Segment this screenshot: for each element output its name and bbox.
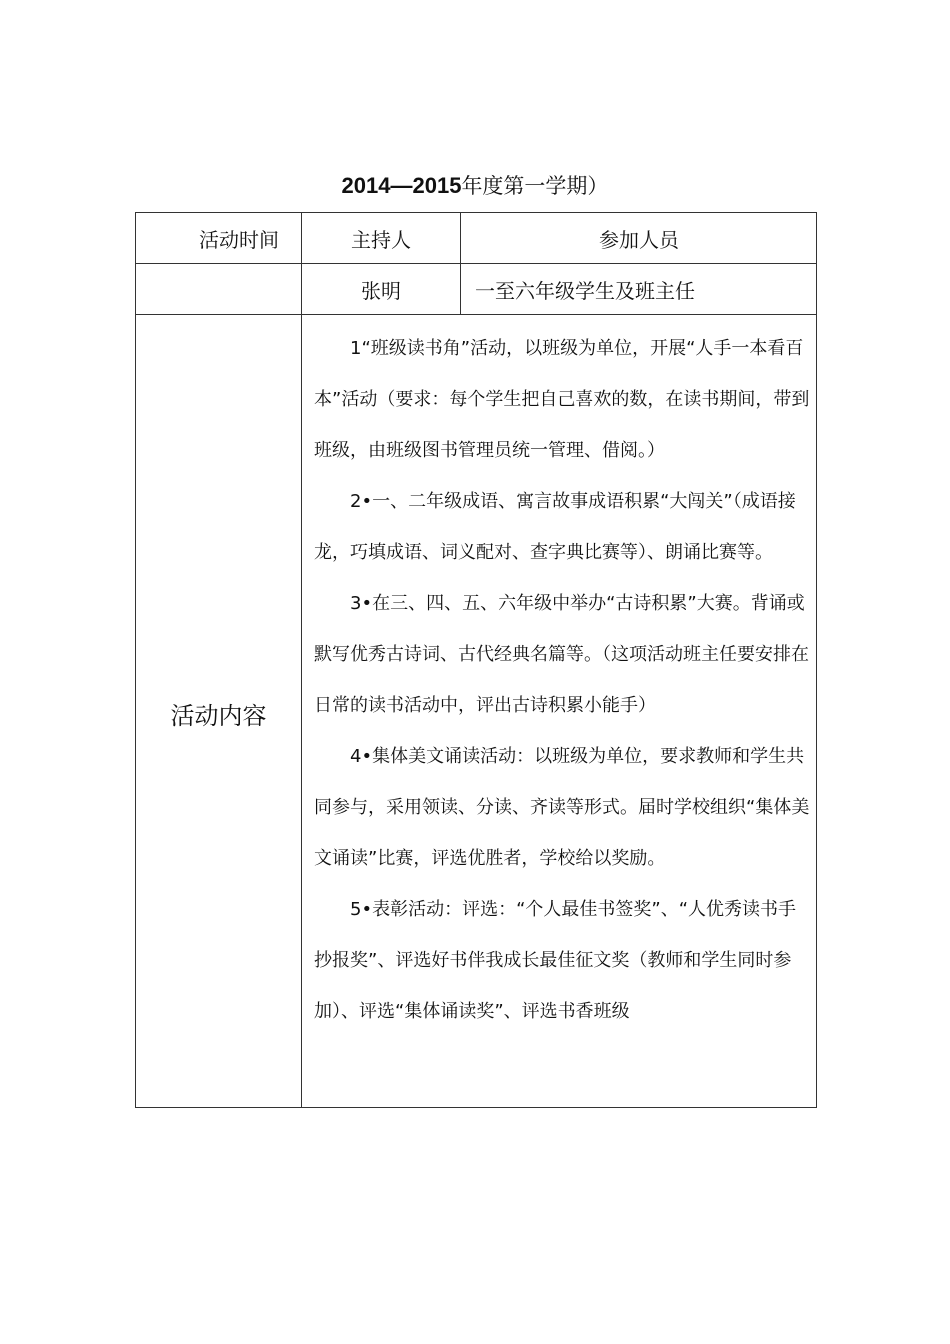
activity-content: [314, 323, 814, 1037]
activity-table: [135, 212, 817, 1108]
content-paragraph-5: 5•表彰活动：评选：“个人最佳书签奖”、“人优秀读书手抄报奖”、评选好书伴我成长最佳征文奖（教师和学生同时参加）、评选“集体诵读奖”、评选书香班级: [314, 899, 797, 1022]
content-paragraph-3: 3•在三、四、五、六年级中举办“古诗积累”大赛。背诵或默写优秀古诗词、古代经典名篇等。（这项活动班主任要安排在日常的读书活动中，评出古诗积累小能手）: [314, 593, 809, 716]
title-term: 年度第一学期）: [461, 174, 609, 198]
title-year: 2014—2015: [341, 173, 462, 198]
content-paragraph-2: 2•一、二年级成语、寓言故事成语积累“大闯关”（成语接龙，巧填成语、词义配对、查字典比赛等）、朗诵比赛等。: [314, 491, 796, 563]
header-participants: 参加人员: [599, 227, 679, 252]
content-paragraph-1: 1“班级读书角”活动，以班级为单位，开展“人手一本看百本”活动（要求：每个学生把自己喜欢的数，在读书期间，带到班级，由班级图书管理员统一管理、借阅。）: [314, 338, 810, 461]
row1-participants: 一至六年级学生及班主任: [475, 278, 695, 303]
content-paragraph-4: 4•集体美文诵读活动：以班级为单位，要求教师和学生共同参与，采用领读、分读、齐读等形式。届时学校组织“集体美文诵读”比赛，评选优胜者，学校给以奖励。: [314, 746, 810, 869]
document-title: [0, 172, 950, 200]
row1-host: 张明: [361, 278, 401, 303]
row1-activity-time: [136, 264, 301, 314]
table-column-divider: [301, 213, 302, 1107]
header-host: 主持人: [351, 227, 411, 252]
header-activity-time: 活动时间: [199, 227, 279, 252]
content-label: 活动内容: [170, 701, 267, 730]
